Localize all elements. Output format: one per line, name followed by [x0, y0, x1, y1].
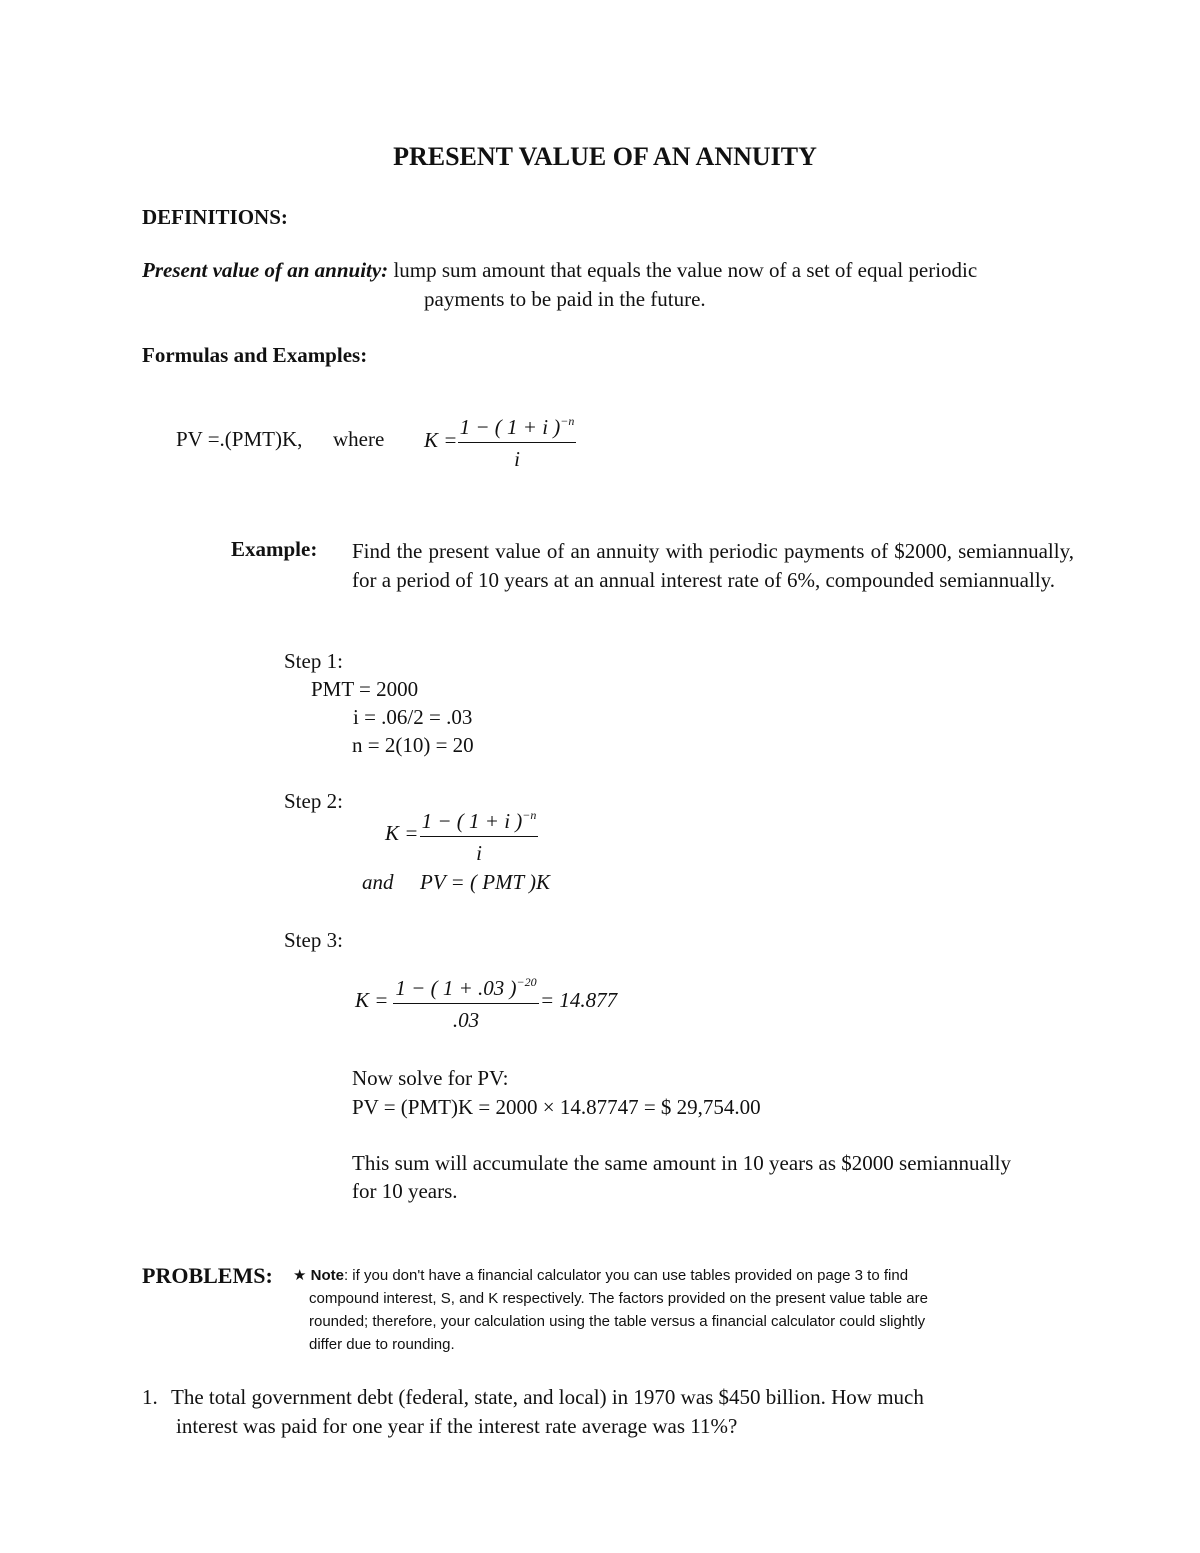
- step3-numerator: 1 − ( 1 + .03 )$^{-20}$: [395, 975, 537, 1000]
- conclusion-line-1: This sum will accumulate the same amount in 10 years as $2000 semiannually: [352, 1151, 1012, 1175]
- note-line-4: differ due to rounding.: [309, 1336, 455, 1353]
- problems-heading: PROBLEMS:: [142, 1263, 273, 1288]
- definition-text-2: payments to be paid in the future.: [424, 287, 706, 311]
- k-formula-fraction: [458, 409, 576, 471]
- k-formula-numerator: 1 − ( 1 + i )$^{-n}$: [459, 414, 575, 439]
- step2-numerator: 1 − ( 1 + i )$^{-n}$: [421, 808, 537, 833]
- step2-k-lhs: K =: [385, 821, 419, 845]
- step3-k-lhs: K =: [355, 988, 389, 1012]
- problem-1-line-2: interest was paid for one year if the interest rate average was 11%?: [176, 1414, 738, 1438]
- conclusion-line-2: for 10 years.: [352, 1179, 458, 1203]
- note-label: Note: [310, 1267, 344, 1284]
- step1-pmt: PMT = 2000: [311, 677, 419, 701]
- fraction-bar: [458, 442, 576, 443]
- fraction-bar: [420, 836, 538, 837]
- example-label: Example:: [231, 537, 318, 561]
- pv-calculation: PV = (PMT)K = 2000 × 14.87747 = $ 29,754.00: [352, 1095, 761, 1119]
- note-text-1: : if you don't have a financial calculator you can use tables provided on page 3 to find: [343, 1267, 909, 1284]
- step1-label: Step 1:: [284, 649, 343, 673]
- step3-denominator: .03: [452, 1008, 480, 1032]
- star-icon: ★: [293, 1267, 307, 1284]
- definition-text-1: lump sum amount that equals the value now of a set of equal periodic: [393, 258, 978, 282]
- pv-formula: PV =.(PMT)K,: [176, 427, 303, 451]
- step2-denominator: i: [476, 841, 482, 865]
- fraction-bar: [393, 1003, 539, 1004]
- step2-k-fraction: [420, 803, 538, 865]
- problem-number: 1.: [142, 1385, 158, 1409]
- k-formula-lhs: K =: [424, 428, 458, 452]
- step3-label: Step 3:: [284, 928, 343, 952]
- step3-k-fraction: [393, 970, 539, 1032]
- note-line-1: [293, 1264, 908, 1287]
- step2-label: Step 2:: [284, 789, 343, 813]
- step1-i: i = .06/2 = .03: [353, 705, 473, 729]
- page-title: PRESENT VALUE OF AN ANNUITY: [393, 142, 817, 171]
- where-text: where: [333, 427, 385, 451]
- definitions-heading: DEFINITIONS:: [142, 205, 288, 229]
- note-line-3: rounded; therefore, your calculation using the table versus a financial calculator could slightly: [309, 1313, 926, 1330]
- step2-and: and: [362, 870, 394, 894]
- step1-n: n = 2(10) = 20: [352, 733, 474, 757]
- example-text: Find the present value of an annuity with periodic payments of $2000, semiannually, for a period of 10 years at an annual interest rate of 6%, compounded semiannually.: [352, 539, 1074, 592]
- problem-1-line-1: The total government debt (federal, state, and local) in 1970 was $450 billion. How much: [171, 1385, 924, 1409]
- formulas-heading: Formulas and Examples:: [142, 343, 368, 367]
- solve-for-pv: Now solve for PV:: [352, 1066, 509, 1090]
- step2-pv-formula: PV = ( PMT )K: [420, 870, 551, 894]
- note-line-2: compound interest, S, and K respectively. The factors provided on the present value table are: [309, 1290, 928, 1307]
- definition-line-1: [142, 258, 977, 283]
- step3-result: = 14.877: [540, 988, 618, 1012]
- k-formula-denominator: i: [514, 447, 520, 471]
- definition-term: Present value of an annuity:: [142, 258, 389, 282]
